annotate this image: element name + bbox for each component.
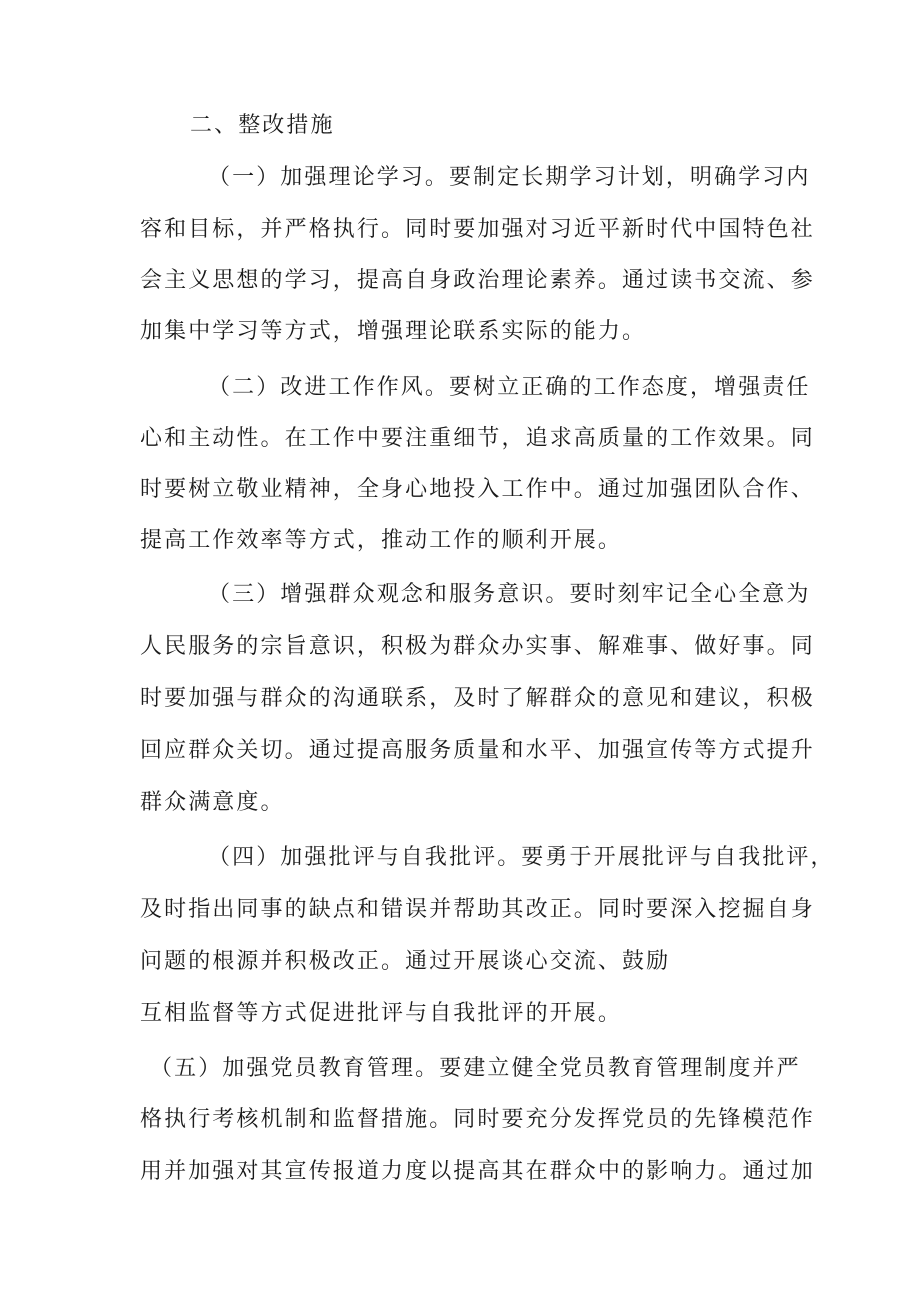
paragraph-line: （三）增强群众观念和服务意识。要时刻牢记全心全意为	[208, 582, 811, 607]
paragraph-line: 及时指出同事的缺点和错误并帮助其改正。同时要深入挖掘自身	[140, 897, 815, 922]
paragraph-line: 容和目标，并严格执行。同时要加强对习近平新时代中国特色社	[140, 217, 815, 242]
paragraph-line: 格执行考核机制和监督措施。同时要充分发挥党员的先锋模范作	[140, 1107, 815, 1132]
paragraph-line: 人民服务的宗旨意识，积极为群众办实事、解难事、做好事。同	[140, 634, 815, 659]
paragraph-line: （一）加强理论学习。要制定长期学习计划，明确学习内	[208, 165, 811, 190]
paragraph-line: （四）加强批评与自我批评。要勇于开展批评与自我批评，	[208, 845, 835, 870]
paragraph-line: 互相监督等方式促进批评与自我批评的开展。	[140, 1001, 623, 1026]
paragraph-line: 提高工作效率等方式，推动工作的顺利开展。	[140, 528, 623, 553]
paragraph-line: （五）加强党员教育管理。要建立健全党员教育管理制度并严	[150, 1056, 801, 1081]
paragraph-line: 心和主动性。在工作中要注重细节，追求高质量的工作效果。同	[140, 426, 815, 451]
paragraph-line: 回应群众关切。通过提高服务质量和水平、加强宣传等方式提升	[140, 738, 815, 763]
paragraph-line: 用并加强对其宣传报道力度以提高其在群众中的影响力。通过加	[140, 1159, 815, 1184]
section-heading: 二、整改措施	[190, 113, 335, 138]
paragraph-line: （二）改进工作作风。要树立正确的工作态度，增强责任	[208, 375, 811, 400]
paragraph-line: 时要加强与群众的沟通联系，及时了解群众的意见和建议，积极	[140, 686, 815, 711]
paragraph-line: 会主义思想的学习，提高自身政治理论素养。通过读书交流、参	[140, 268, 815, 293]
paragraph-line: 加集中学习等方式，增强理论联系实际的能力。	[140, 319, 647, 344]
paragraph-line: 问题的根源并积极改正。通过开展谈心交流、鼓励	[140, 949, 671, 974]
paragraph-line: 群众满意度。	[140, 790, 285, 815]
paragraph-line: 时要树立敬业精神，全身心地投入工作中。通过加强团队合作、	[140, 477, 815, 502]
